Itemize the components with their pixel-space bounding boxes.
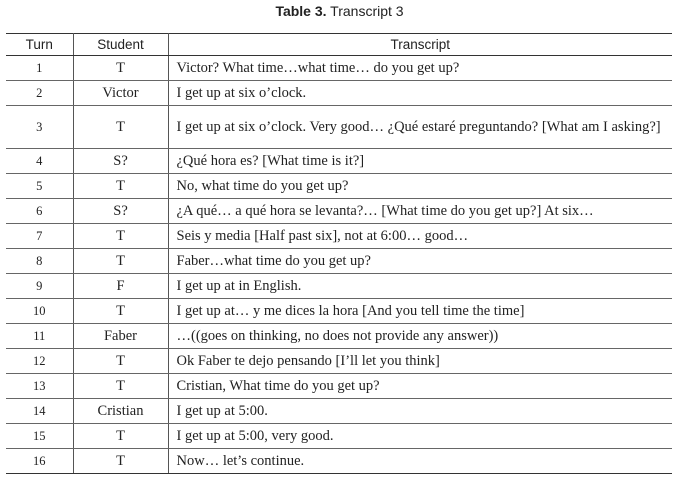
student-cell: S? [73, 199, 168, 224]
student-cell: T [73, 56, 168, 81]
student-cell: T [73, 299, 168, 324]
transcript-cell: ¿A qué… a qué hora se levanta?… [What time do you get up?] At six… [168, 199, 672, 224]
table-header-row [6, 34, 672, 56]
transcript-cell: I get up at in English. [168, 274, 672, 299]
student-cell: T [73, 174, 168, 199]
turn-cell: 4 [6, 149, 73, 174]
transcript-cell: Seis y media [Half past six], not at 6:00… good… [168, 224, 672, 249]
table-row [6, 56, 672, 81]
turn-cell: 3 [6, 106, 73, 149]
table-row [6, 199, 672, 224]
transcript-cell: ¿Qué hora es? [What time is it?] [168, 149, 672, 174]
turn-cell: 12 [6, 349, 73, 374]
table-row [6, 449, 672, 474]
student-cell: F [73, 274, 168, 299]
student-cell: Victor [73, 81, 168, 106]
student-cell: T [73, 106, 168, 149]
table-row [6, 349, 672, 374]
turn-cell: 1 [6, 56, 73, 81]
table-row [6, 81, 672, 106]
student-cell: T [73, 249, 168, 274]
transcript-cell: Ok Faber te dejo pensando [I’ll let you think] [168, 349, 672, 374]
turn-cell: 7 [6, 224, 73, 249]
table-row [6, 224, 672, 249]
transcript-cell: Victor? What time…what time… do you get up? [168, 56, 672, 81]
student-cell: T [73, 449, 168, 474]
turn-cell: 13 [6, 374, 73, 399]
transcript-cell: I get up at six o’clock. Very good… ¿Qué estaré preguntando? [What am I asking?] [168, 106, 672, 149]
header-student: Student [73, 34, 168, 56]
transcript-cell: No, what time do you get up? [168, 174, 672, 199]
transcript-cell: I get up at 5:00. [168, 399, 672, 424]
table-row [6, 399, 672, 424]
turn-cell: 15 [6, 424, 73, 449]
turn-cell: 8 [6, 249, 73, 274]
transcript-cell: Now… let’s continue. [168, 449, 672, 474]
student-cell: Cristian [73, 399, 168, 424]
student-cell: T [73, 424, 168, 449]
turn-cell: 14 [6, 399, 73, 424]
table-row [6, 374, 672, 399]
transcript-cell: …((goes on thinking, no does not provide any answer)) [168, 324, 672, 349]
turn-cell: 16 [6, 449, 73, 474]
table-row [6, 174, 672, 199]
table-row [6, 106, 672, 149]
student-cell: T [73, 349, 168, 374]
student-cell: S? [73, 149, 168, 174]
turn-cell: 6 [6, 199, 73, 224]
transcript-table [6, 33, 672, 474]
table-caption-title: Transcript 3 [330, 3, 404, 19]
transcript-cell: Faber…what time do you get up? [168, 249, 672, 274]
table-row [6, 149, 672, 174]
table-row [6, 324, 672, 349]
table-row [6, 274, 672, 299]
table-caption [0, 2, 679, 20]
header-transcript: Transcript [168, 34, 672, 56]
turn-cell: 9 [6, 274, 73, 299]
transcript-cell: Cristian, What time do you get up? [168, 374, 672, 399]
student-cell: T [73, 374, 168, 399]
table-row [6, 424, 672, 449]
transcript-cell: I get up at… y me dices la hora [And you tell time the time] [168, 299, 672, 324]
turn-cell: 2 [6, 81, 73, 106]
transcript-cell: I get up at six o’clock. [168, 81, 672, 106]
student-cell: Faber [73, 324, 168, 349]
table-row [6, 249, 672, 274]
table-row [6, 299, 672, 324]
header-turn: Turn [6, 34, 73, 56]
turn-cell: 11 [6, 324, 73, 349]
transcript-cell: I get up at 5:00, very good. [168, 424, 672, 449]
turn-cell: 5 [6, 174, 73, 199]
student-cell: T [73, 224, 168, 249]
turn-cell: 10 [6, 299, 73, 324]
table-caption-label: Table 3. [275, 3, 327, 19]
